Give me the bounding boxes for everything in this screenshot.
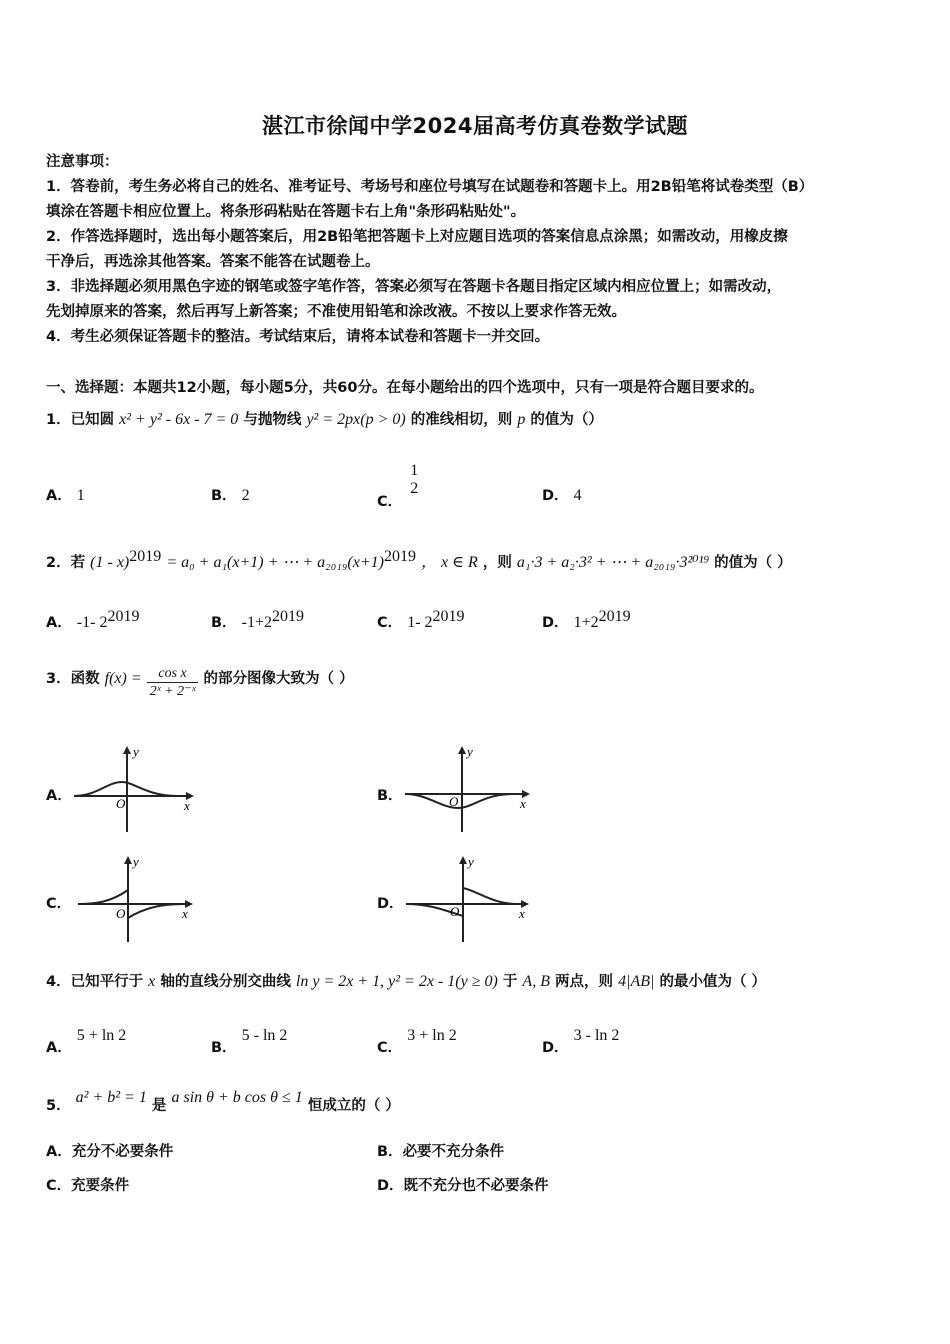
option-d[interactable]: D． 4 — [542, 487, 582, 504]
page-title: 湛江市徐闻中学2024届高考仿真卷数学试题 — [262, 114, 688, 138]
option-d[interactable]: D． 3 - ln 2 — [542, 1027, 620, 1056]
parabola-equation: y² = 2px(p > 0) — [306, 411, 406, 428]
section-heading: 一、选择题：本题共12小题，每小题5分，共60分。在每小题给出的四个选项中，只有一项是符合题目要求的。 — [46, 380, 764, 396]
option-c[interactable]: C．充要条件 — [46, 1178, 130, 1194]
graph-a[interactable] — [72, 742, 197, 834]
notice-line: 先划掉原来的答案，然后再写上新答案；不准使用铅笔和涂改液。不按以上要求作答无效。 — [46, 304, 626, 320]
option-c[interactable]: C． — [46, 896, 72, 912]
option-b[interactable]: B． — [377, 788, 403, 804]
svg-text:x: x — [520, 796, 526, 811]
svg-text:O: O — [450, 904, 460, 919]
svg-text:x: x — [519, 906, 525, 921]
graph-d[interactable] — [404, 852, 534, 944]
notice-block — [46, 150, 906, 350]
option-c[interactable]: C． 1 2 — [377, 462, 421, 498]
graph-b[interactable] — [403, 742, 533, 834]
svg-text:x: x — [182, 906, 188, 921]
option-a[interactable]: A．充分不必要条件 — [46, 1144, 174, 1160]
question-3: 3．函数 f(x) = $\frac{\text{cos x}}{\text{2ˣ + 2⁻ˣ}}$ 的部分图像大致为（ ） — [46, 666, 354, 699]
notice-line: 4．考生必须保证答题卡的整洁。考试结束后，请将本试卷和答题卡一并交回。 — [46, 329, 550, 345]
svg-text:x: x — [184, 798, 190, 813]
svg-text:O: O — [116, 796, 126, 811]
svg-text:y: y — [133, 854, 139, 869]
notice-line: 填涂在答题卡相应位置上。将条形码粘贴在答题卡右上角"条形码粘贴处"。 — [46, 204, 526, 220]
question-2: 2．若 (1 - x)$^{2019}$ = a₀ + a₁(x+1) + ⋯ + $a_{2019}(x+1)^{2019}$ ， x ∈ R ，则 a₁·3 + a₂·3² + ⋯ + a₂₀₁₉·3²⁰¹⁹ 的值为（ ） — [46, 548, 792, 571]
option-b[interactable]: B． 5 - ln 2 — [211, 1027, 288, 1056]
option-d[interactable]: D．既不充分也不必要条件 — [377, 1178, 549, 1194]
question-5: 5． a² + b² = 1 是 a sin θ + b cos θ ≤ 1 恒成立的（ ） — [46, 1089, 400, 1114]
question-4: 4．已知平行于 x 轴的直线分别交曲线 ln y = 2x + 1, y² = 2x - 1(y ≥ 0) 于 A, B 两点，则 4|AB| 的最小值为（ ） — [46, 973, 767, 990]
function-fraction: $\frac{\text{cos x}}{\text{2ˣ + 2⁻ˣ}}$ — [147, 666, 199, 700]
fraction: 1 2 — [410, 462, 419, 497]
svg-text:y: y — [133, 744, 139, 759]
notice-line: 3．非选择题必须用黑色字迹的钢笔或签字笔作答，答案必须写在答题卡各题目指定区域内相应位置上；如需改动， — [46, 279, 782, 295]
option-a[interactable]: A． 5 + ln 2 — [46, 1027, 127, 1056]
circle-equation: x² + y² - 6x - 7 = 0 — [119, 411, 239, 428]
option-d[interactable]: D． — [377, 896, 404, 912]
question-1: 1．已知圆 x² + y² - 6x - 7 = 0 与抛物线 y² = 2px(p > 0) 的准线相切，则 p 的值为（） — [46, 411, 603, 428]
svg-text:y: y — [467, 744, 473, 759]
option-b[interactable]: B． $-1+2^{2019}$ — [211, 608, 304, 631]
option-b[interactable]: B． 2 — [211, 487, 250, 504]
notice-line: 2．作答选择题时，选出每小题答案后，用2B铅笔把答题卡上对应题目选项的答案信息点涂黑；如需改动，用橡皮擦 — [46, 229, 788, 245]
option-d[interactable]: D． $1+2^{2019}$ — [542, 608, 631, 631]
notice-heading: 注意事项： — [46, 154, 119, 170]
svg-text:O: O — [116, 906, 126, 921]
graph-c[interactable] — [76, 852, 201, 944]
option-b[interactable]: B．必要不充分条件 — [377, 1144, 505, 1160]
option-c[interactable]: C． 3 + ln 2 — [377, 1027, 457, 1056]
svg-text:O: O — [449, 794, 459, 809]
curve-equations: ln y = 2x + 1, y² = 2x - 1(y ≥ 0) — [295, 973, 498, 990]
notice-line: 1．答卷前，考生务必将自己的姓名、准考证号、考场号和座位号填写在试题卷和答题卡上。用2B铅笔将试卷类型（B） — [46, 179, 814, 195]
option-a[interactable]: A． -1- $2^{2019}$ — [46, 608, 140, 631]
option-a[interactable]: A． 1 — [46, 487, 85, 504]
notice-line: 干净后，再选涂其他答案。答案不能答在试题卷上。 — [46, 254, 380, 270]
option-a[interactable]: A． — [46, 788, 72, 804]
option-c[interactable]: C． 1- $2^{2019}$ — [377, 608, 465, 631]
svg-text:y: y — [468, 854, 474, 869]
